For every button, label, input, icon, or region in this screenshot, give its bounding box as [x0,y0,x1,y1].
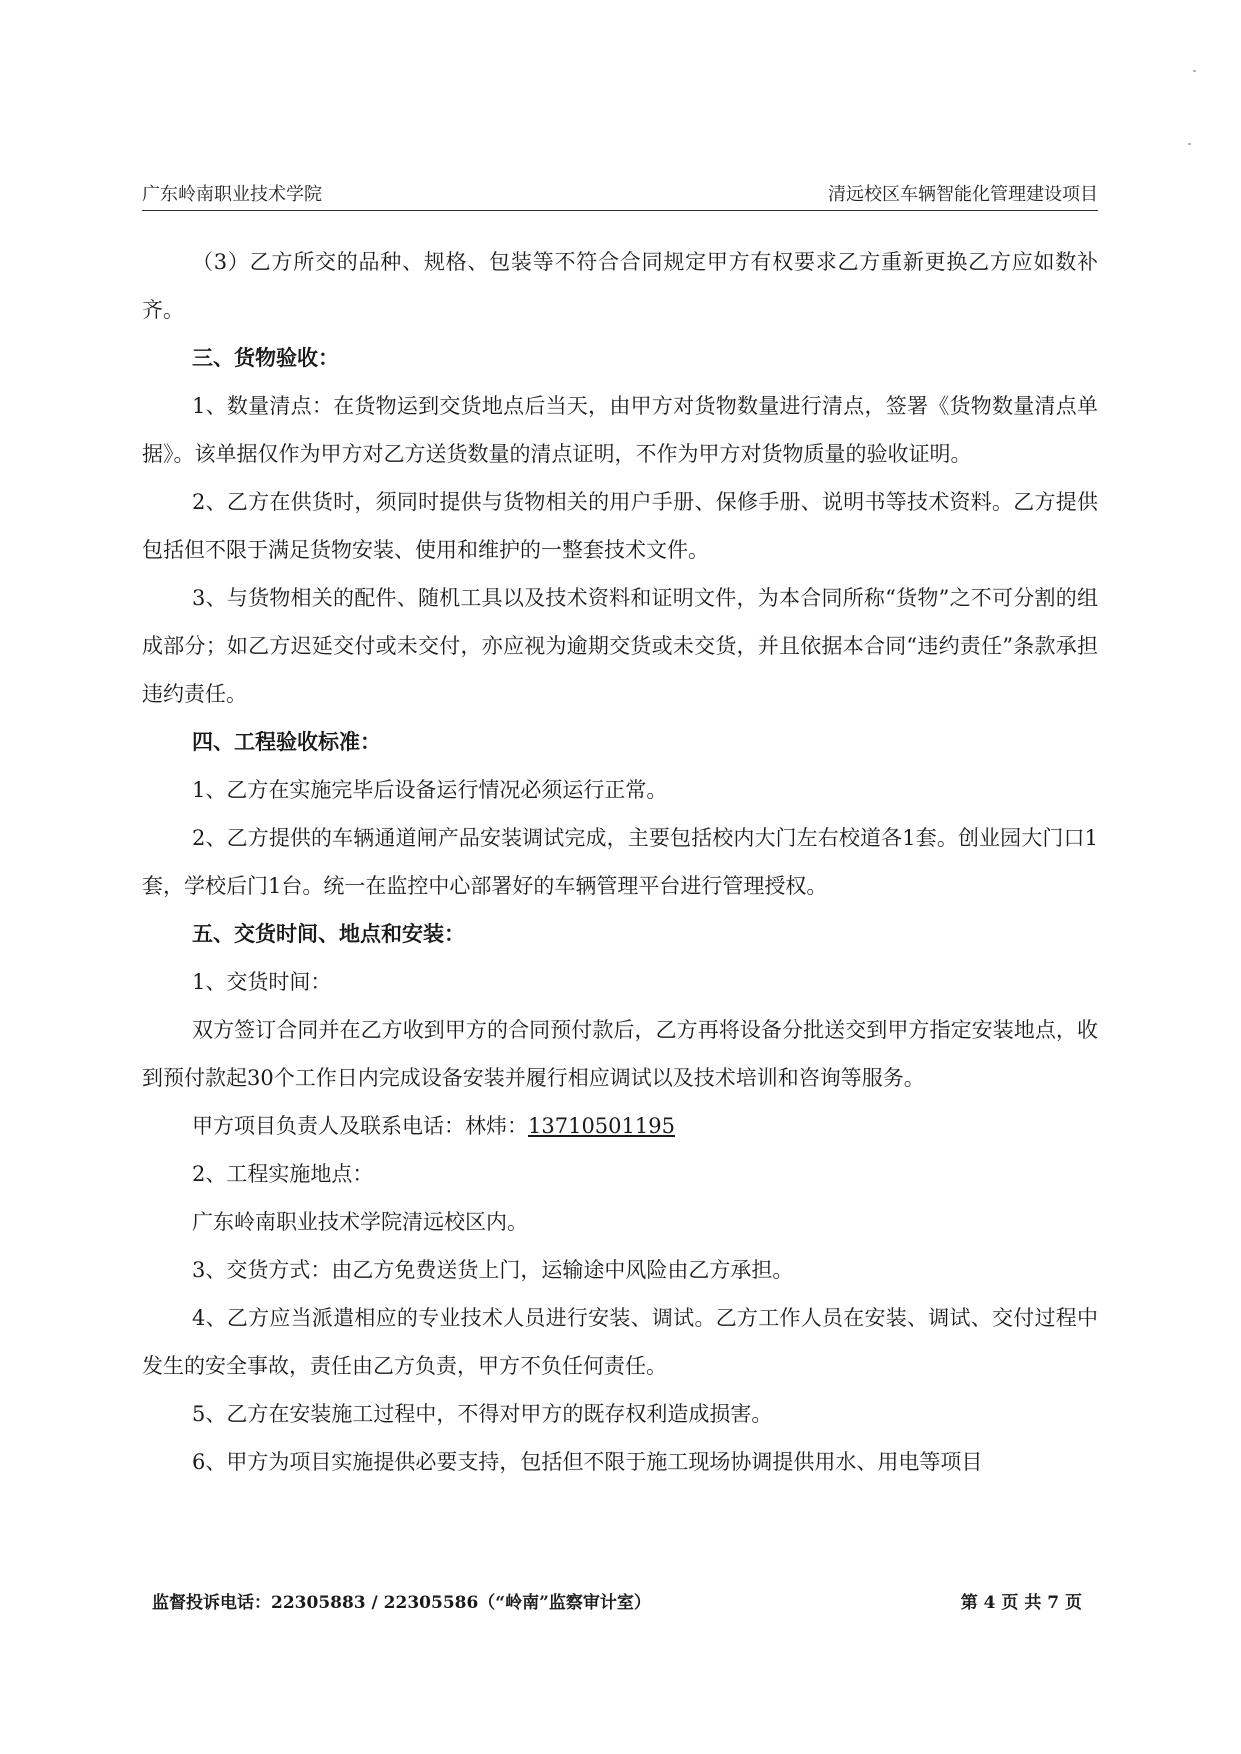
scan-speck [1188,143,1191,145]
header-institution: 广东岭南职业技术学院 [142,184,322,205]
paragraph: 双方签订合同并在乙方收到甲方的合同预付款后，乙方再将设备分批送交到甲方指定安装地点，收到预付款起30个工作日内完成设备安装并履行相应调试以及技术培训和咨询等服务。 [142,1018,1098,1090]
header-project: 清远校区车辆智能化管理建设项目 [828,184,1098,205]
paragraph: 1、交货时间： [192,970,332,994]
page-number: 第 4 页 共 7 页 [960,1593,1082,1613]
page-header [142,178,1098,208]
paragraph: 广东岭南职业技术学院清远校区内。 [192,1210,528,1234]
footer-complaint-phone: 监督投诉电话：22305883 / 22305586（“岭南”监察审计室） [152,1593,651,1613]
contact-line [142,1102,1098,1150]
paragraph: 3、交货方式：由乙方免费送货上门，运输途中风险由乙方承担。 [192,1258,794,1282]
page-footer [152,1588,1082,1618]
document-body [142,238,1098,1486]
paragraph: 2、乙方提供的车辆通道闸产品安装调试完成，主要包括校内大门左右校道各1套。创业园大门口1套，学校后门1台。统一在监控中心部署好的车辆管理平台进行管理授权。 [142,826,1098,898]
section-heading: 三、货物验收： [192,346,339,370]
header-divider [142,210,1098,211]
section-heading: 四、工程验收标准： [192,730,381,754]
scan-speck [1193,70,1196,72]
paragraph: （3）乙方所交的品种、规格、包装等不符合合同规定甲方有权要求乙方重新更换乙方应如数补齐。 [142,250,1098,322]
contact-phone: 13710501195 [528,1114,675,1138]
paragraph: 1、数量清点：在货物运到交货地点后当天，由甲方对货物数量进行清点，签署《货物数量清点单据》。该单据仅作为甲方对乙方送货数量的清点证明，不作为甲方对货物质量的验收证明。 [142,394,1098,466]
paragraph: 1、乙方在实施完毕后设备运行情况必须运行正常。 [192,778,668,802]
paragraph: 5、乙方在安装施工过程中，不得对甲方的既存权利造成损害。 [192,1402,773,1426]
contact-label: 甲方项目负责人及联系电话：林炜： [192,1114,528,1138]
paragraph: 6、甲方为项目实施提供必要支持，包括但不限于施工现场协调提供用水、用电等项目 [192,1450,983,1474]
section-heading: 五、交货时间、地点和安装： [192,922,465,946]
paragraph: 4、乙方应当派遣相应的专业技术人员进行安装、调试。乙方工作人员在安装、调试、交付过程中发生的安全事故，责任由乙方负责，甲方不负任何责任。 [142,1306,1098,1378]
paragraph: 2、工程实施地点： [192,1162,374,1186]
paragraph: 3、与货物相关的配件、随机工具以及技术资料和证明文件，为本合同所称“货物”之不可分割的组成部分；如乙方迟延交付或未交付，亦应视为逾期交货或未交货，并且依据本合同“违约责任”条款承担违约责任。 [142,586,1098,706]
paragraph: 2、乙方在供货时，须同时提供与货物相关的用户手册、保修手册、说明书等技术资料。乙方提供包括但不限于满足货物安装、使用和维护的一整套技术文件。 [142,490,1098,562]
